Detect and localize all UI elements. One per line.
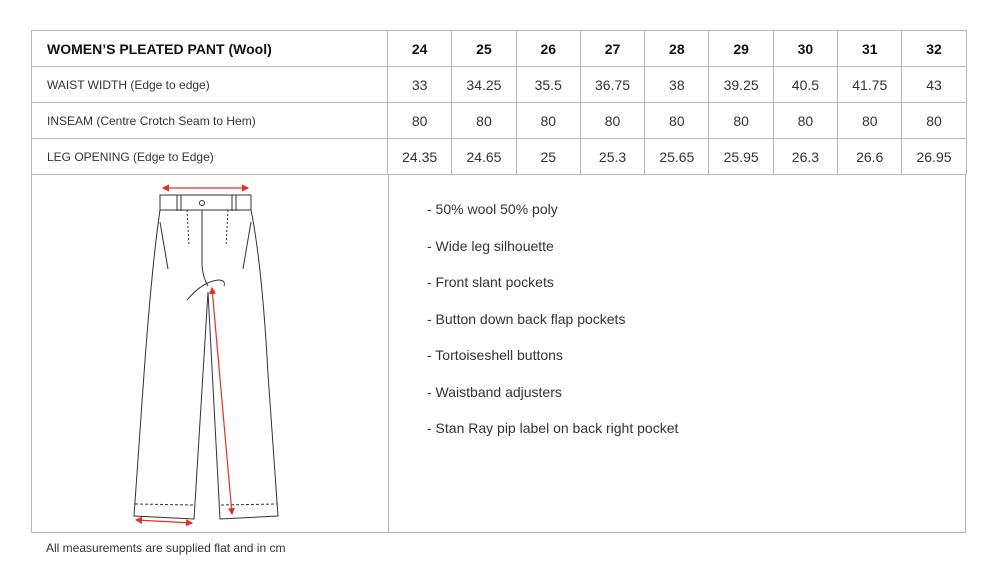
table-cell: 26.6 [838,139,902,175]
row-label: LEG OPENING (Edge to Edge) [32,139,388,175]
table-cell: 33 [388,67,452,103]
size-header: 29 [709,31,773,67]
table-cell: 25 [516,139,580,175]
table-cell: 43 [902,67,966,103]
table-cell: 25.3 [580,139,644,175]
table-row-leg-opening [32,139,967,175]
table-cell: 24.65 [452,139,516,175]
list-item: - 50% wool 50% poly [427,201,558,217]
list-item: - Wide leg silhouette [427,237,554,254]
size-header: 26 [516,31,580,67]
table-cell: 38 [645,67,709,103]
size-header: 25 [452,31,516,67]
table-cell: 41.75 [838,67,902,103]
size-header: 31 [838,31,902,67]
list-item: - Waistband adjusters [427,383,562,400]
size-header: 24 [388,31,452,67]
table-cell: 36.75 [580,67,644,103]
table-title: WOMEN’S PLEATED PANT (Wool) [32,31,388,67]
table-cell: 80 [709,103,773,139]
pant-illustration [32,174,388,532]
measurement-footnote: All measurements are supplied flat and in cm [46,541,286,555]
size-header: 30 [773,31,837,67]
table-cell: 80 [645,103,709,139]
list-item: - Button down back flap pockets [427,310,626,327]
table-cell: 35.5 [516,67,580,103]
table-cell: 24.35 [388,139,452,175]
table-cell: 25.65 [645,139,709,175]
table-cell: 26.95 [902,139,966,175]
table-cell: 80 [580,103,644,139]
size-header: 28 [645,31,709,67]
details-panel [31,174,966,533]
table-cell: 80 [902,103,966,139]
list-item: - Front slant pockets [427,274,554,290]
size-header: 32 [902,31,966,67]
list-item: - Stan Ray pip label on back right pocket [427,420,679,436]
table-cell: 80 [388,103,452,139]
table-cell: 80 [838,103,902,139]
table-row-waist-width [32,67,967,103]
table-cell: 39.25 [709,67,773,103]
table-cell: 25.95 [709,139,773,175]
row-label: WAIST WIDTH (Edge to edge) [32,67,388,103]
panel-divider [388,174,389,532]
table-cell: 80 [773,103,837,139]
row-label: INSEAM (Centre Crotch Seam to Hem) [32,103,388,139]
table-cell: 80 [516,103,580,139]
table-cell: 80 [452,103,516,139]
table-cell: 26.3 [773,139,837,175]
size-header: 27 [580,31,644,67]
table-header-row [32,31,967,67]
table-cell: 40.5 [773,67,837,103]
table-row-inseam [32,103,967,139]
feature-list [427,200,678,456]
list-item: - Tortoiseshell buttons [427,347,563,363]
table-cell: 34.25 [452,67,516,103]
pant-drawing-icon [32,174,388,532]
size-table [31,30,967,175]
